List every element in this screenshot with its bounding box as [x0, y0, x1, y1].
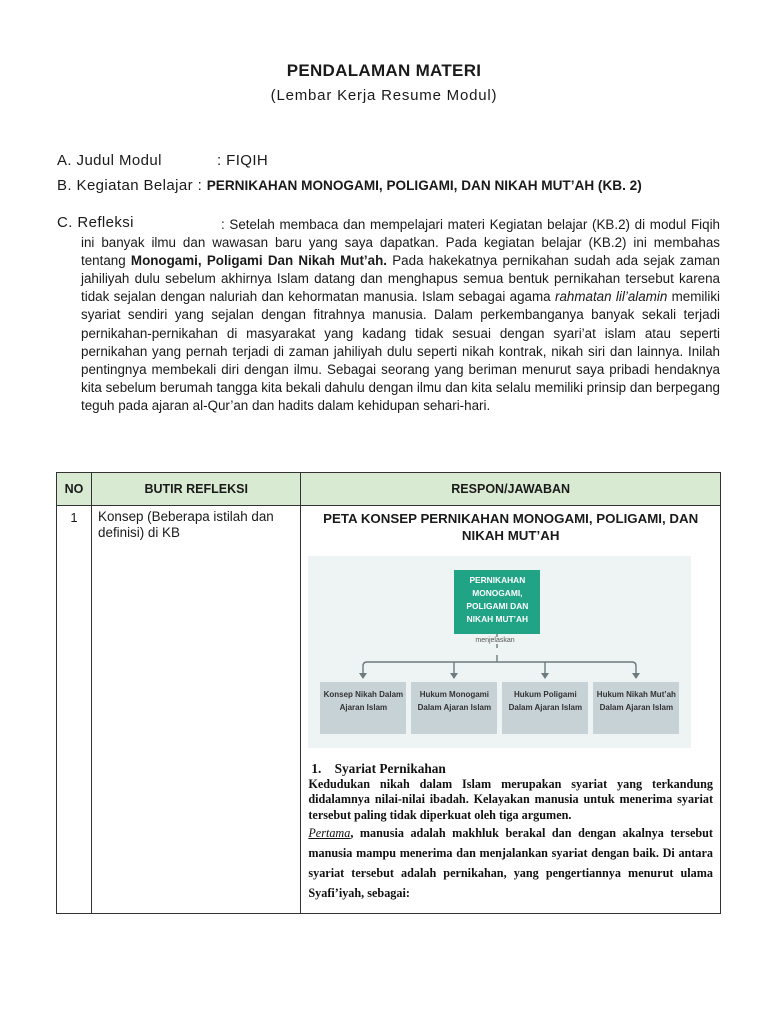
- refleksi-bold-text: Monogami, Poligami Dan Nikah Mut’ah.: [130, 253, 387, 269]
- refleksi-text: : Setelah membaca dan mempelajari materi Kegiatan belajar (KB.2) di modul Fiqih ini banyak ilmu dan wawasan baru yang saya dapatkan. Pada kegiatan belajar (KB.2) ini membahas tentang: [81, 217, 720, 269]
- section-paragraph: [308, 823, 713, 903]
- refleksi-label: C. Refleksi: [57, 214, 134, 231]
- table-row: [57, 506, 721, 914]
- column-header-no: NO: [57, 473, 92, 506]
- field-value: PERNIKAHAN MONOGAMI, POLIGAMI, DAN NIKAH MUT’AH (KB. 2): [206, 178, 642, 193]
- reflection-table: [56, 472, 721, 914]
- page-title: PENDALAMAN MATERI: [286, 61, 482, 80]
- refleksi-text: memiliki syariat sendiri yang sejalan dengan fitrahnya manusia. Dalam perkembanganya banyak sekali terjadi pernikahan-pernikahan di masyarakat yang kadang tidak sesuai dengan syari’at islam atau seperti pernikahan yang pernah terjadi di zaman jahiliyah dulu seperti nikah kontrak, nikah siri dan lainnya. Inilah pentingnya membekali diri dengan ilmu. Sebagai seorang yang beriman menurut saya pribadi hendaknya kita sebelum berumah tangga kita bekali dahulu dengan ilmu dan kita selalu memiliki prinsip dan berpegang teguh pada ajaran al-Qur’an dan hadits dalam kehidupan sehari-hari.: [81, 289, 721, 413]
- column-header-respon: RESPON/JAWABAN: [301, 473, 721, 506]
- concept-map-diagram: [308, 556, 691, 748]
- page-subtitle: (Lembar Kerja Resume Modul): [270, 87, 498, 104]
- column-header-butir: BUTIR REFLEKSI: [92, 473, 301, 506]
- section-text: , manusia adalah makhluk berakal dan dengan akalnya tersebut manusia mampu menerima dan menjalankan syariat dengan baik. Di antara syariat tersebut adalah pernikahan, yang pengertiannya menurut ulama Syafi’iyah, sebagai:: [308, 826, 713, 901]
- field-label: B. Kegiatan Belajar: [57, 177, 194, 194]
- concept-map-title: PETA KONSEP PERNIKAHAN MONOGAMI, POLIGAMI, DAN NIKAH MUT’AH: [323, 511, 699, 543]
- field-label: A. Judul Modul: [57, 152, 162, 169]
- connector-label: menjelaskan: [475, 637, 515, 644]
- field-value: : FIQIH: [217, 152, 269, 169]
- refleksi-text: Pada hakekatnya pernikahan sudah ada sejak zaman jahiliyah dulu sebelum akhirnya Islam datang dan menghapus semua bentuk pernikahan tersebut karena tidak sejalan dengan naluriah dan kehormatan manusia. Islam sebagai agama: [81, 253, 720, 305]
- syariat-section: [301, 761, 720, 903]
- table-header-row: [57, 473, 721, 506]
- section-paragraph: Kedudukan nikah dalam Islam merupakan syariat yang terkandung didalamnya nilai-nilai ibadah. Kelayakan manusia untuk menerima syariat tersebut paling tidak diperkuat oleh tiga argumen.: [308, 777, 713, 822]
- concept-map-child-node: Hukum Nikah Mut’ah Dalam Ajaran Islam: [593, 682, 679, 734]
- concept-map-center-node: PERNIKAHAN MONOGAMI, POLIGAMI DAN NIKAH MUT’AH: [454, 570, 540, 634]
- concept-map-child-node: Hukum Monogami Dalam Ajaran Islam: [411, 682, 497, 734]
- emphasis-text: Pertama: [308, 826, 351, 841]
- refleksi-paragraph: [81, 216, 720, 415]
- refleksi-italic-text: rahmatan lil’alamin: [554, 289, 668, 305]
- butir-cell: Konsep (Beberapa istilah dan definisi) di KB: [92, 506, 301, 914]
- section-heading: 1. Syariat Pernikahan: [311, 761, 446, 776]
- field-judul-modul: [57, 152, 268, 169]
- concept-map-child-node: Hukum Poligami Dalam Ajaran Islam: [502, 682, 588, 734]
- row-number: 1: [57, 506, 92, 914]
- field-colon: :: [197, 177, 207, 194]
- respon-cell: [301, 506, 721, 914]
- concept-map-child-node: Konsep Nikah Dalam Ajaran Islam: [320, 682, 406, 734]
- field-kegiatan-belajar: [57, 177, 642, 194]
